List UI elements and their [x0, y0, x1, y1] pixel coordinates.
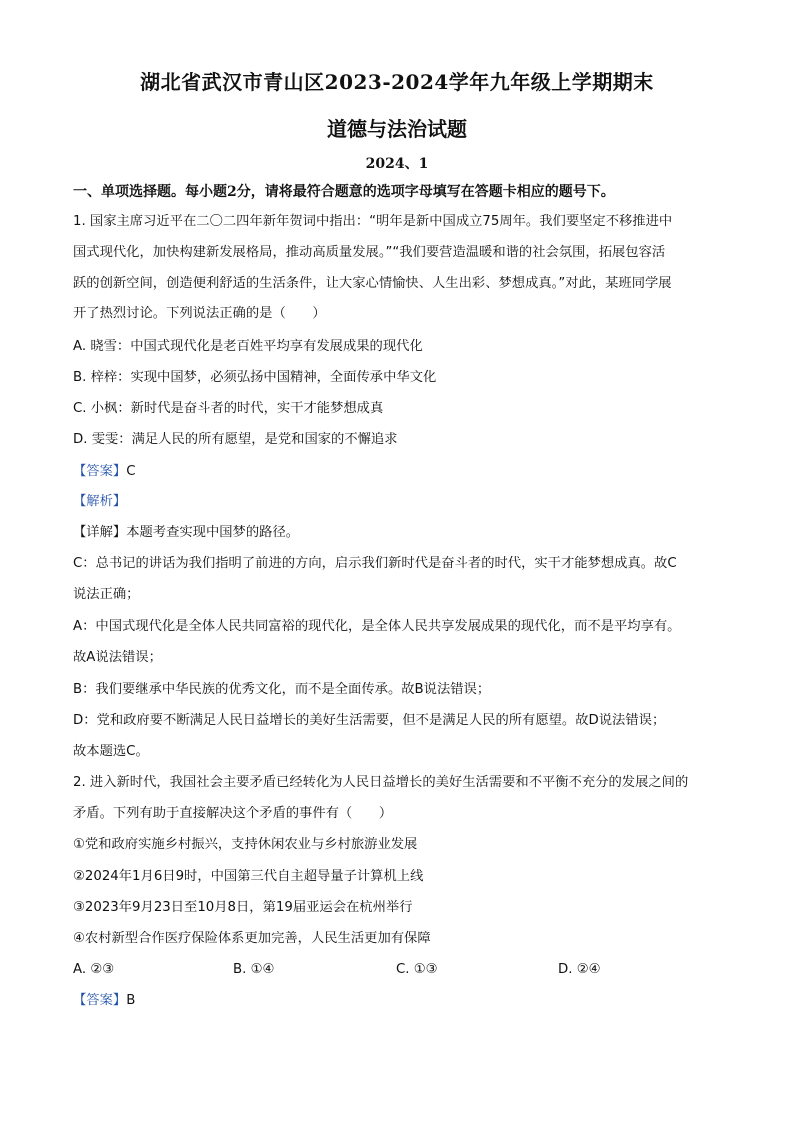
q1-explain-line: 说法正确； [73, 587, 140, 602]
q1-analysis [73, 493, 733, 511]
answer-value: B [126, 993, 136, 1008]
q1-stem-line: 1. 国家主席习近平在二〇二四年新年贺词中指出：“明年是新中国成立75周年。我们要坚定不移推进中 [73, 214, 673, 229]
analysis-tag: 【解析】 [73, 494, 127, 509]
answer-value: C [126, 464, 136, 479]
page-subtitle: 道德与法治试题 [327, 117, 467, 141]
q1-explain-line: C：总书记的讲话为我们指明了前进的方向，启示我们新时代是奋斗者的时代，实干才能梦想成真。故C [73, 556, 677, 571]
section-heading: 一、单项选择题。每小题2分，请将最符合题意的选项字母填写在答题卡相应的题号下。 [73, 184, 615, 200]
q2-option-b: B. ①④ [233, 962, 275, 977]
q2-option-a: A. ②③ [73, 962, 115, 977]
q1-option-d: D. 雯雯：满足人民的所有愿望，是党和国家的不懈追求 [73, 432, 398, 447]
detail-text: 本题考查实现中国梦的路径。 [126, 525, 300, 540]
answer-tag: 【答案】 [73, 993, 127, 1008]
q1-stem-line: 跃的创新空间，创造便利舒适的生活条件，让大家心情愉快、人生出彩、梦想成真。”对此，某班同学展 [73, 276, 672, 291]
q2-stem-line: 2. 进入新时代，我国社会主要矛盾已经转化为人民日益增长的美好生活需要和不平衡不充分的发展之间的 [73, 775, 689, 790]
q2-stem-line: 矛盾。下列有助于直接解决这个矛盾的事件有（ ） [73, 806, 393, 821]
page-title: 湖北省武汉市青山区2023-2024学年九年级上学期期末 [140, 70, 654, 94]
q2-option-c: C. ①③ [396, 962, 438, 977]
exam-date: 2024、1 [365, 156, 429, 172]
q2-option-d: D. ②④ [558, 962, 601, 977]
answer-tag: 【答案】 [73, 464, 127, 479]
q1-explain-line: A：中国式现代化是全体人民共同富裕的现代化，是全体人民共享发展成果的现代化，而不是平均享有。 [73, 619, 681, 634]
q1-option-c: C. 小枫：新时代是奋斗者的时代，实干才能梦想成真 [73, 401, 384, 416]
q1-stem-line: 国式现代化，加快构建新发展格局，推动高质量发展。”“我们要营造温暖和谐的社会氛围，拓展包容活 [73, 245, 666, 260]
q2-item: ①党和政府实施乡村振兴，支持休闲农业与乡村旅游业发展 [73, 837, 418, 852]
q1-explain-line: B：我们要继承中华民族的优秀文化，而不是全面传承。故B说法错误； [73, 682, 491, 697]
q1-detail [73, 524, 733, 542]
q1-explain-line: D：党和政府要不断满足人民日益增长的美好生活需要，但不是满足人民的所有愿望。故D说法错误； [73, 713, 666, 728]
q1-option-a: A. 晓雪：中国式现代化是老百姓平均享有发展成果的现代化 [73, 339, 423, 354]
q2-item: ④农村新型合作医疗保险体系更加完善，人民生活更加有保障 [73, 931, 431, 946]
detail-tag: 【详解】 [73, 525, 127, 540]
q2-item: ③2023年9月23日至10月8日，第19届亚运会在杭州举行 [73, 900, 413, 915]
q1-answer [73, 463, 733, 481]
q1-explain-line: 故本题选C。 [73, 744, 149, 759]
q1-stem-line: 开了热烈讨论。下列说法正确的是（ ） [73, 306, 326, 321]
q1-option-b: B. 梓梓：实现中国梦，必须弘扬中国精神，全面传承中华文化 [73, 370, 437, 385]
q1-explain-line: 故A说法错误； [73, 650, 162, 665]
q2-item: ②2024年1月6日9时，中国第三代自主超导量子计算机上线 [73, 869, 424, 884]
q2-answer [73, 992, 733, 1010]
